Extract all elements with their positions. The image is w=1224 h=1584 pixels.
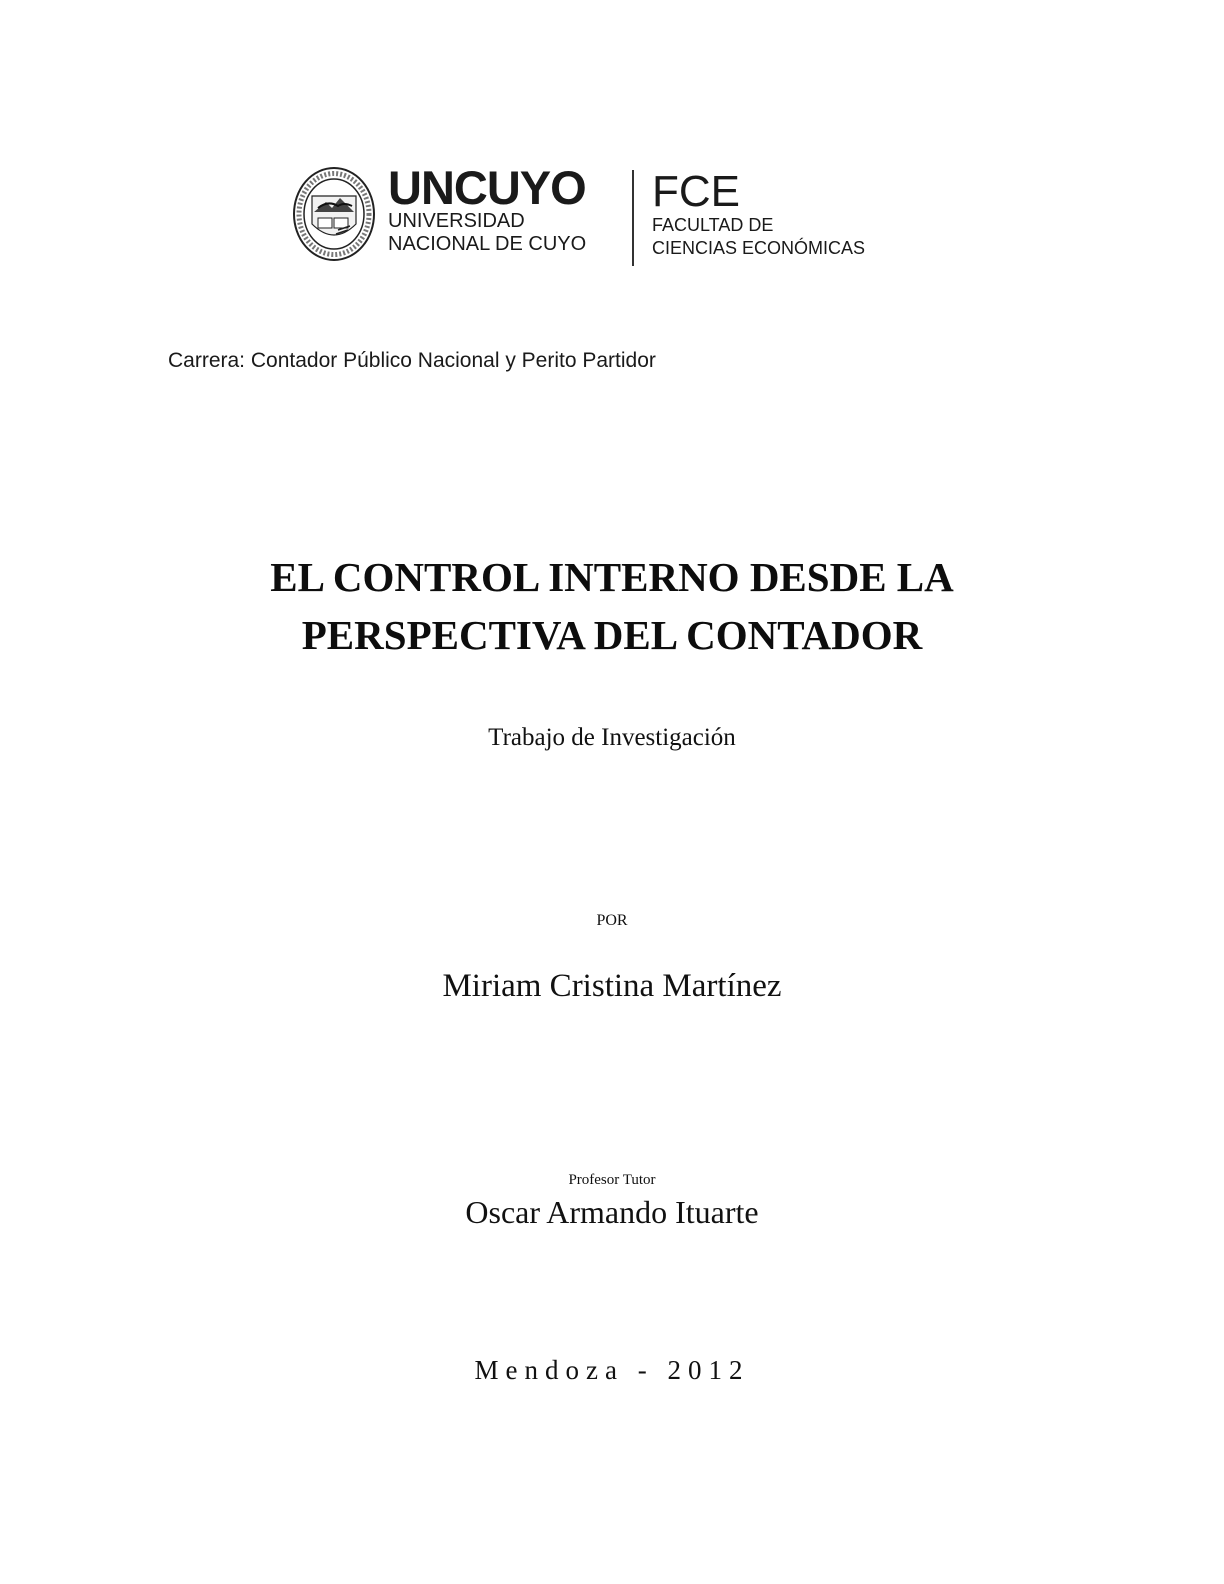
fce-line-1: FACULTAD DE bbox=[652, 215, 774, 235]
logo-divider bbox=[632, 170, 634, 266]
fce-wordmark: FCE bbox=[652, 167, 740, 216]
document-subtitle: Trabajo de Investigación bbox=[488, 724, 736, 751]
place-date: Mendoza - 2012 bbox=[474, 1355, 750, 1385]
uncuyo-wordmark: UNCUYO bbox=[388, 161, 586, 214]
university-seal-icon bbox=[292, 166, 376, 262]
tutor-name: Oscar Armando Ituarte bbox=[465, 1194, 759, 1230]
title-line-1: EL CONTROL INTERNO DESDE LA bbox=[270, 554, 954, 600]
uncuyo-wordmark-block bbox=[388, 161, 587, 256]
tutor-label: Profesor Tutor bbox=[568, 1172, 656, 1188]
by-label: POR bbox=[596, 912, 628, 929]
title-line-2: PERSPECTIVA DEL CONTADOR bbox=[301, 612, 923, 658]
fce-line-2: CIENCIAS ECONÓMICAS bbox=[652, 238, 866, 258]
institution-logo bbox=[292, 161, 922, 266]
author-name: Miriam Cristina Martínez bbox=[442, 968, 782, 1004]
career-line: Carrera: Contador Público Nacional y Perito Partidor bbox=[168, 349, 656, 372]
document-title bbox=[0, 548, 1224, 664]
uncuyo-line-2: NACIONAL DE CUYO bbox=[388, 233, 587, 255]
uncuyo-line-1: UNIVERSIDAD bbox=[388, 210, 525, 232]
fce-wordmark-block bbox=[652, 167, 866, 260]
